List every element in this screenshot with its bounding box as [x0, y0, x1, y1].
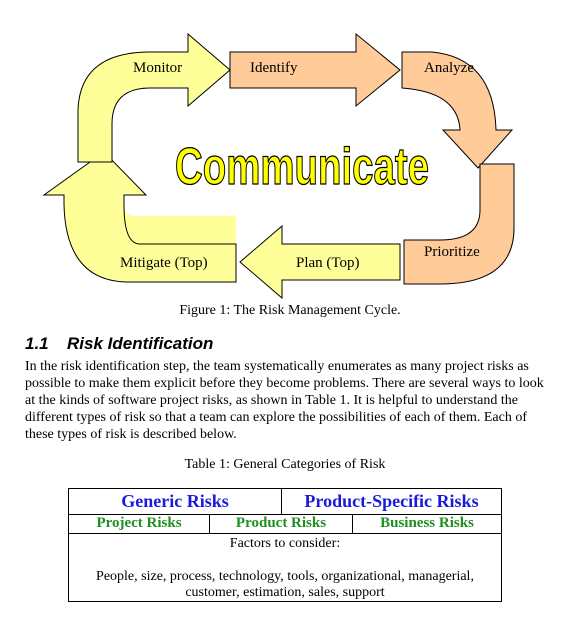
- table-group-header-row: [69, 489, 501, 515]
- sub-header-product: Product Risks: [210, 514, 353, 533]
- step-analyze: Analyze: [424, 60, 474, 76]
- factors-label: Factors to consider:: [229, 536, 341, 551]
- section-title: Risk Identification: [67, 334, 214, 353]
- sub-header-business: Business Risks: [380, 515, 474, 531]
- center-label: Communicate: [175, 138, 429, 196]
- table-sub-header-row: [69, 514, 501, 534]
- table-factors-row: [69, 533, 501, 601]
- step-mitigate: Mitigate (Top): [120, 255, 208, 271]
- figure-caption: Figure 1: The Risk Management Cycle.: [179, 303, 401, 318]
- section-number: 1.1: [25, 334, 49, 353]
- step-monitor: Monitor: [133, 60, 183, 76]
- risk-cycle-diagram: [0, 0, 580, 300]
- factors-line-1: People, size, process, technology, tools, organizational, managerial,: [96, 569, 474, 584]
- risk-categories-table: [68, 488, 502, 602]
- step-prioritize: Prioritize: [424, 244, 480, 260]
- section-body: In the risk identification step, the team systematically enumerates as many project risks as possible to make them explicit before they become problems. There are several ways to look at the kinds of software project risks, as shown in Table 1. It is helpful to understand the different types of risk so that a team can explore the possibilities of each of them. Each of these types of risk is described below.: [25, 359, 544, 442]
- table-caption: Table 1: General Categories of Risk: [184, 457, 386, 472]
- step-identify: Identify: [250, 60, 298, 76]
- section-heading: [25, 334, 213, 354]
- group-header-generic: Generic Risks: [69, 489, 282, 514]
- sub-header-project: Project Risks: [69, 514, 210, 533]
- step-plan: Plan (Top): [296, 255, 360, 271]
- factors-line-2: customer, estimation, sales, support: [185, 585, 385, 600]
- group-header-product-specific: Product-Specific Risks: [304, 491, 479, 511]
